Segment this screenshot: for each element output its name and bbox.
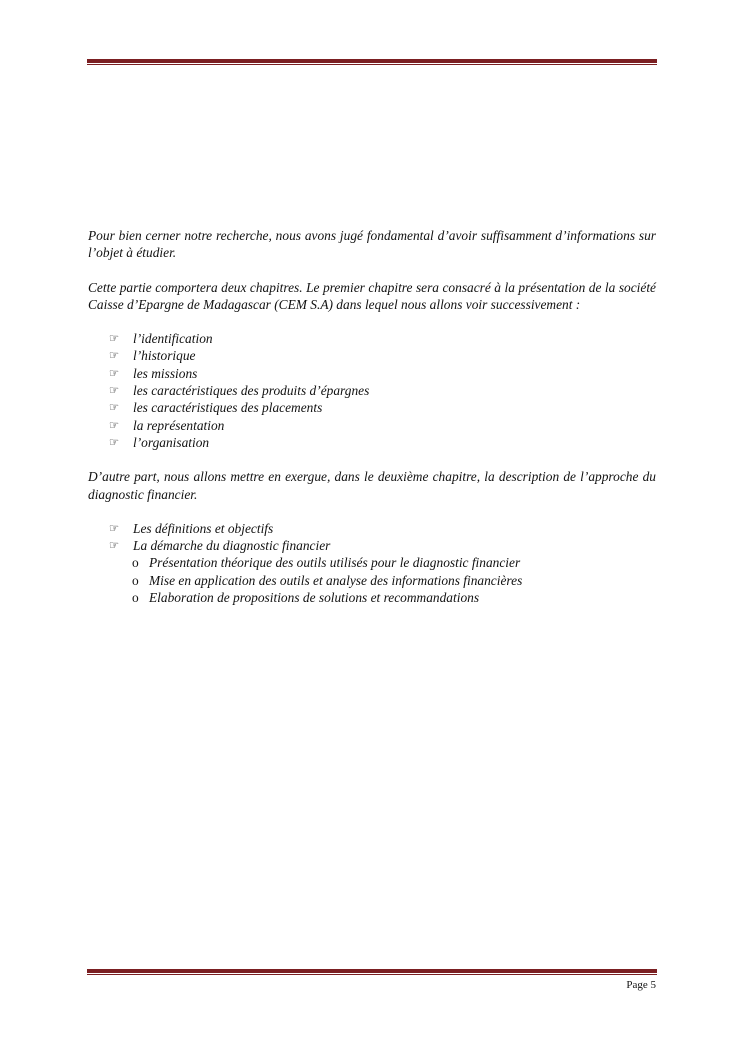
pointing-hand-icon: ☞ [108, 520, 120, 535]
list-item: ☞ Les définitions et objectifs [108, 520, 274, 536]
list-item: ☞ la représentation [108, 417, 225, 433]
chapter1-list [88, 330, 656, 451]
sub-list-item: o Présentation théorique des outils utilisés pour le diagnostic financier [132, 555, 521, 571]
pointing-hand-icon: ☞ [108, 383, 120, 398]
list-item: ☞ l’identification [108, 331, 213, 347]
circle-bullet-icon: o [132, 572, 139, 588]
circle-bullet-icon: o [132, 590, 139, 606]
list-item: ☞ les caractéristiques des produits d’épargnes [108, 383, 370, 399]
sub-list-item: o Mise en application des outils et analyse des informations financières [132, 572, 523, 588]
diagnostic-sublist [88, 554, 656, 606]
circle-bullet-icon: o [132, 555, 139, 571]
page-number: Page 5 [626, 979, 656, 991]
list-item: ☞ les caractéristiques des placements [108, 400, 323, 416]
page-body [88, 227, 656, 606]
chapter2-list [88, 520, 656, 555]
pointing-hand-icon: ☞ [108, 348, 120, 363]
pointing-hand-icon: ☞ [108, 434, 120, 449]
pointing-hand-icon: ☞ [108, 331, 120, 346]
intro-paragraph: Pour bien cerner notre recherche, nous avons jugé fondamental d’avoir suffisamment d’informations sur l’objet à étudier. [88, 228, 656, 261]
pointing-hand-icon: ☞ [108, 400, 120, 415]
list-item: ☞ La démarche du diagnostic financier [108, 538, 331, 554]
list-item: ☞ l’historique [108, 348, 196, 364]
pointing-hand-icon: ☞ [108, 365, 120, 380]
list-item: ☞ l’organisation [108, 434, 210, 450]
pointing-hand-icon: ☞ [108, 538, 120, 553]
list-item: ☞ les missions [108, 365, 198, 381]
part2-paragraph: D’autre part, nous allons mettre en exergue, dans le deuxième chapitre, la description de l’approche du diagnostic financier. [88, 469, 656, 502]
sub-list-item: o Elaboration de propositions de solutions et recommandations [132, 590, 480, 606]
header-rule [87, 59, 657, 65]
footer-rule [87, 969, 657, 975]
part1-paragraph: Cette partie comportera deux chapitres. Le premier chapitre sera consacré à la présentation de la société Caisse d’Epargne de Madagascar (CEM S.A) dans lequel nous allons voir successivement : [88, 279, 656, 312]
pointing-hand-icon: ☞ [108, 417, 120, 432]
